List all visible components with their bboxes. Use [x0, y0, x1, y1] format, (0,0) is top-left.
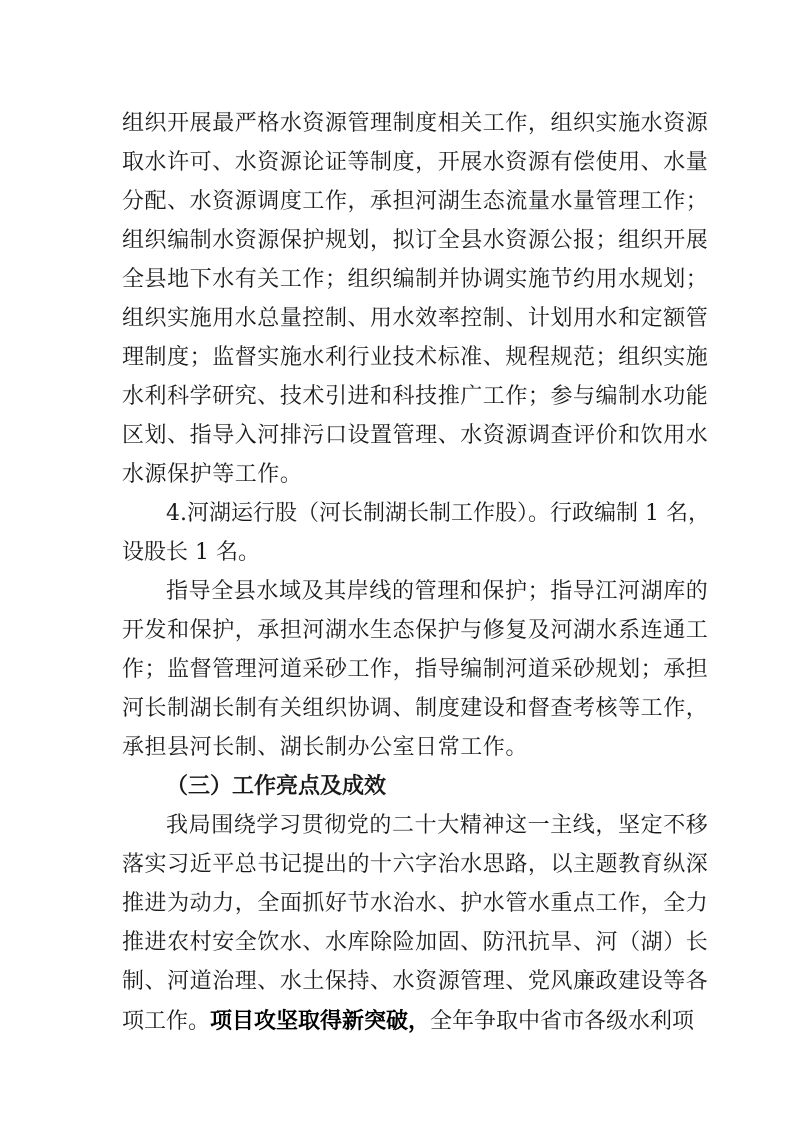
emphasized-phrase: 项目攻坚取得新突破， [210, 1008, 431, 1034]
body-line [122, 611, 709, 651]
line-text: 区划、指导入河排污口设置管理、水资源调查评价和饮用水 [122, 423, 709, 448]
body-line [122, 338, 709, 378]
paragraph-start-line [166, 806, 709, 846]
body-line [122, 377, 709, 417]
line-text: 河长制湖长制有关组织协调、制度建设和督查考核等工作， [122, 696, 709, 721]
body-line [122, 845, 709, 885]
line-text: 推进为动力，全面抓好节水治水、护水管水重点工作，全力 [122, 891, 709, 916]
body-line [122, 923, 709, 963]
body-line [122, 455, 682, 495]
paragraph-start-line [166, 572, 709, 612]
line-text: 理制度；监督实施水利行业技术标准、规程规范；组织实施 [122, 345, 709, 370]
body-line [122, 650, 709, 690]
body-line [122, 533, 682, 573]
line-text: （三）工作亮点及成效 [166, 774, 387, 799]
line-text: 水利科学研究、技术引进和科技推广工作；参与编制水功能 [122, 384, 709, 409]
line-text: 承担县河长制、湖长制办公室日常工作。 [122, 735, 528, 760]
line-text: 制、河道治理、水土保持、水资源管理、党风廉政建设等各 [122, 969, 709, 994]
subsection-heading [166, 767, 686, 807]
section-heading-line [166, 494, 710, 534]
line-text: 水源保护等工作。 [122, 462, 303, 487]
line-text: 设股长 1 名。 [122, 540, 260, 565]
body-line [122, 104, 709, 144]
line-rest-text: 全年争取中省市各级水利项 [430, 1009, 695, 1034]
body-line [122, 962, 709, 1002]
body-line [122, 182, 709, 222]
body-line [122, 221, 709, 261]
line-prefix-text: 项工作。 [122, 1009, 211, 1034]
body-line [122, 884, 709, 924]
line-text: 组织编制水资源保护规划，拟订全县水资源公报；组织开展 [122, 228, 709, 253]
line-text: 开发和保护，承担河湖水生态保护与修复及河湖水系连通工 [122, 618, 709, 643]
body-line [122, 689, 709, 729]
line-text: 全县地下水有关工作；组织编制并协调实施节约用水规划； [122, 267, 709, 292]
line-text: 4.河湖运行股（河长制湖长制工作股）。行政编制 1 名， [166, 501, 710, 526]
body-line [122, 260, 709, 300]
line-text: 推进农村安全饮水、水库除险加固、防汛抗旱、河（湖）长 [122, 930, 709, 955]
line-text: 我局围绕学习贯彻党的二十大精神这一主线，坚定不移 [166, 813, 709, 838]
body-line [122, 143, 709, 183]
line-text: 分配、水资源调度工作，承担河湖生态流量水量管理工作； [122, 189, 709, 214]
line-text: 作；监督管理河道采砂工作，指导编制河道采砂规划；承担 [122, 657, 709, 682]
mixed-emphasis-line [122, 1001, 695, 1041]
line-text: 指导全县水域及其岸线的管理和保护；指导江河湖库的 [166, 579, 709, 604]
body-line [122, 416, 709, 456]
line-text: 取水许可、水资源论证等制度，开展水资源有偿使用、水量 [122, 150, 709, 175]
body-line [122, 728, 682, 768]
line-text: 组织开展最严格水资源管理制度相关工作，组织实施水资源 [122, 111, 709, 136]
line-text: 组织实施用水总量控制、用水效率控制、计划用水和定额管 [122, 306, 709, 331]
body-line [122, 299, 709, 339]
line-text: 落实习近平总书记提出的十六字治水思路，以主题教育纵深 [122, 852, 709, 877]
